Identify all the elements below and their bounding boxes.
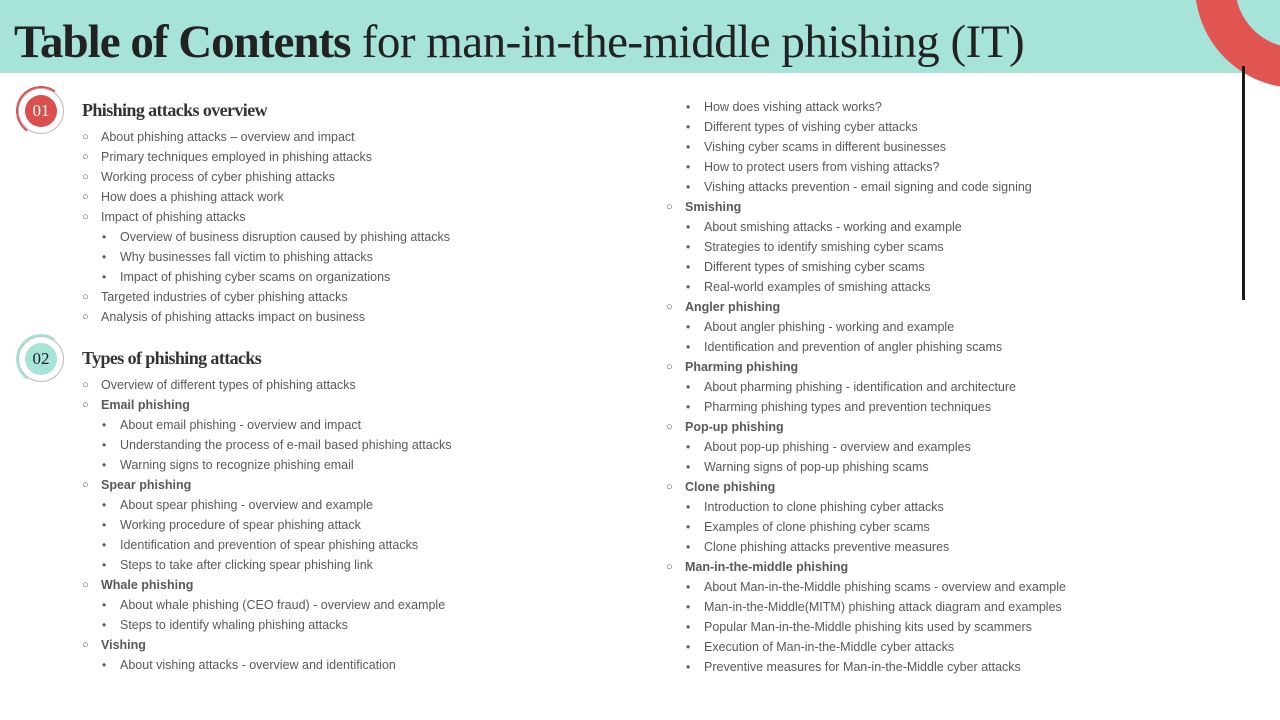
circle-bullet-icon: ○ [82, 211, 89, 223]
circle-bullet-icon: ○ [82, 131, 89, 143]
page-title [14, 14, 1024, 70]
toc-item [82, 375, 642, 395]
toc-item-text: Whale phishing [101, 578, 194, 592]
circle-bullet-icon: ○ [666, 421, 673, 433]
toc-item-text: About pop-up phishing - overview and examples [704, 440, 971, 454]
toc-subitem [666, 577, 1226, 597]
toc-item-text: Understanding the process of e-mail based phishing attacks [120, 438, 452, 452]
dot-bullet-icon: • [102, 658, 107, 672]
dot-bullet-icon: • [686, 260, 691, 274]
toc-item [82, 575, 642, 595]
toc-subitem [82, 415, 642, 435]
dot-bullet-icon: • [686, 600, 691, 614]
toc-item-text: Why businesses fall victim to phishing attacks [120, 250, 373, 264]
dot-bullet-icon: • [102, 598, 107, 612]
dot-bullet-icon: • [686, 580, 691, 594]
section-heading-phishing-overview: Phishing attacks overview [82, 100, 267, 120]
toc-subitem [666, 157, 1226, 177]
dot-bullet-icon: • [102, 518, 107, 532]
toc-item-text: About vishing attacks - overview and identification [120, 658, 396, 672]
toc-item-text: Smishing [685, 200, 742, 214]
toc-item [82, 147, 642, 167]
toc-item-text: Analysis of phishing attacks impact on business [101, 310, 366, 324]
toc-item-text: Execution of Man-in-the-Middle cyber attacks [704, 640, 955, 654]
toc-item-text: About Man-in-the-Middle phishing scams - overview and example [704, 580, 1066, 594]
toc-item-text: Warning signs to recognize phishing email [120, 458, 354, 472]
toc-item-text: Different types of vishing cyber attacks [704, 120, 918, 134]
dot-bullet-icon: • [686, 280, 691, 294]
circle-bullet-icon: ○ [82, 151, 89, 163]
toc-subitem [82, 655, 642, 675]
circle-bullet-icon: ○ [82, 191, 89, 203]
circle-bullet-icon: ○ [82, 579, 89, 591]
toc-item-text: Vishing attacks prevention - email signing and code signing [704, 180, 1032, 194]
toc-subitem [666, 237, 1226, 257]
toc-item [82, 127, 642, 147]
dot-bullet-icon: • [686, 100, 691, 114]
toc-item-text: How does a phishing attack work [101, 190, 284, 204]
toc-subitem [666, 597, 1226, 617]
circle-bullet-icon: ○ [666, 361, 673, 373]
toc-subitem [666, 617, 1226, 637]
toc-item-text: About spear phishing - overview and example [120, 498, 373, 512]
toc-subitem [82, 455, 642, 475]
toc-subitem [666, 537, 1226, 557]
toc-item-text: Vishing [101, 638, 146, 652]
toc-item-text: Spear phishing [101, 478, 192, 492]
toc-subitem [666, 137, 1226, 157]
circle-bullet-icon: ○ [82, 291, 89, 303]
dot-bullet-icon: • [686, 160, 691, 174]
toc-subitem [82, 435, 642, 455]
dot-bullet-icon: • [102, 438, 107, 452]
dot-bullet-icon: • [686, 460, 691, 474]
toc-item [82, 475, 642, 495]
toc-item-text: Identification and prevention of spear phishing attacks [120, 538, 419, 552]
circle-bullet-icon: ○ [82, 479, 89, 491]
toc-item-text: How does vishing attack works? [704, 100, 882, 114]
dot-bullet-icon: • [686, 340, 691, 354]
toc-subitem [82, 535, 642, 555]
toc-subitem [666, 217, 1226, 237]
dot-bullet-icon: • [686, 640, 691, 654]
decorative-vertical-line [1242, 66, 1245, 300]
page-title-bold: Table of Contents [14, 16, 351, 68]
toc-subitem [666, 397, 1226, 417]
toc-item-text: Overview of business disruption caused by phishing attacks [120, 230, 451, 244]
toc-subitem [666, 377, 1226, 397]
section-heading-phishing-types: Types of phishing attacks [82, 348, 262, 368]
toc-item [82, 187, 642, 207]
toc-item-text: Impact of phishing attacks [101, 210, 246, 224]
toc-item [666, 417, 1226, 437]
dot-bullet-icon: • [686, 380, 691, 394]
dot-bullet-icon: • [686, 140, 691, 154]
dot-bullet-icon: • [102, 230, 107, 244]
toc-subitem [82, 555, 642, 575]
toc-item-text: Preventive measures for Man-in-the-Middle cyber attacks [704, 660, 1021, 674]
dot-bullet-icon: • [686, 520, 691, 534]
toc-subitem [666, 517, 1226, 537]
dot-bullet-icon: • [686, 540, 691, 554]
toc-subitem [82, 267, 642, 287]
toc-item-text: Impact of phishing cyber scams on organizations [120, 270, 391, 284]
section-number: 01 [25, 95, 57, 127]
toc-item-text: About pharming phishing - identification and architecture [704, 380, 1016, 394]
toc-subitem [666, 657, 1226, 677]
dot-bullet-icon: • [686, 240, 691, 254]
dot-bullet-icon: • [102, 618, 107, 632]
toc-subitem [666, 317, 1226, 337]
toc-item-text: About phishing attacks – overview and impact [101, 130, 355, 144]
toc-item-text: Warning signs of pop-up phishing scams [704, 460, 929, 474]
toc-item-text: Working process of cyber phishing attacks [101, 170, 335, 184]
toc-item-text: Working procedure of spear phishing attack [120, 518, 361, 532]
toc-item-text: Overview of different types of phishing attacks [101, 378, 356, 392]
toc-item [82, 207, 642, 227]
toc-item [666, 297, 1226, 317]
toc-subitem [666, 457, 1226, 477]
toc-item-text: Clone phishing attacks preventive measures [704, 540, 950, 554]
circle-bullet-icon: ○ [82, 311, 89, 323]
toc-subitem [82, 227, 642, 247]
circle-bullet-icon: ○ [666, 481, 673, 493]
dot-bullet-icon: • [102, 250, 107, 264]
toc-item [666, 357, 1226, 377]
toc-item-text: Examples of clone phishing cyber scams [704, 520, 930, 534]
dot-bullet-icon: • [686, 220, 691, 234]
toc-item-text: Strategies to identify smishing cyber scams [704, 240, 944, 254]
dot-bullet-icon: • [686, 320, 691, 334]
toc-item-text: About whale phishing (CEO fraud) - overview and example [120, 598, 446, 612]
dot-bullet-icon: • [686, 180, 691, 194]
section-number-badge-02 [18, 336, 64, 382]
toc-list-continued [666, 97, 1226, 677]
section-number: 02 [25, 343, 57, 375]
toc-item [666, 477, 1226, 497]
circle-bullet-icon: ○ [666, 561, 673, 573]
toc-subitem [666, 337, 1226, 357]
toc-subitem [666, 257, 1226, 277]
toc-item-text: Popular Man-in-the-Middle phishing kits used by scammers [704, 620, 1032, 634]
toc-subitem [666, 437, 1226, 457]
toc-item-text: How to protect users from vishing attacks? [704, 160, 940, 174]
toc-item [82, 395, 642, 415]
toc-item-text: Pharming phishing types and prevention techniques [704, 400, 991, 414]
toc-item-text: Real-world examples of smishing attacks [704, 280, 931, 294]
dot-bullet-icon: • [686, 500, 691, 514]
toc-item-text: Vishing cyber scams in different businesses [704, 140, 947, 154]
toc-item [82, 287, 642, 307]
page-title-rest: for man-in-the-middle phishing (IT) [350, 16, 1025, 68]
toc-item-text: Email phishing [101, 398, 190, 412]
toc-subitem [82, 495, 642, 515]
dot-bullet-icon: • [686, 620, 691, 634]
toc-subitem [666, 637, 1226, 657]
dot-bullet-icon: • [102, 418, 107, 432]
dot-bullet-icon: • [102, 498, 107, 512]
toc-item-text: Man-in-the-middle phishing [685, 560, 849, 574]
toc-item-text: Man-in-the-Middle(MITM) phishing attack diagram and examples [704, 600, 1062, 614]
toc-subitem [666, 117, 1226, 137]
toc-item-text: About email phishing - overview and impact [120, 418, 362, 432]
toc-item-text: Targeted industries of cyber phishing attacks [101, 290, 348, 304]
toc-item-text: About smishing attacks - working and example [704, 220, 962, 234]
circle-bullet-icon: ○ [666, 201, 673, 213]
dot-bullet-icon: • [102, 538, 107, 552]
dot-bullet-icon: • [686, 400, 691, 414]
toc-subitem [666, 277, 1226, 297]
toc-item [82, 307, 642, 327]
circle-bullet-icon: ○ [82, 399, 89, 411]
circle-bullet-icon: ○ [82, 379, 89, 391]
toc-item-text: Steps to identify whaling phishing attacks [120, 618, 348, 632]
toc-item [82, 167, 642, 187]
dot-bullet-icon: • [686, 440, 691, 454]
toc-item-text: Identification and prevention of angler phishing scams [704, 340, 1003, 354]
toc-list-section-01 [82, 127, 642, 327]
toc-subitem [82, 515, 642, 535]
circle-bullet-icon: ○ [82, 639, 89, 651]
dot-bullet-icon: • [686, 120, 691, 134]
dot-bullet-icon: • [102, 458, 107, 472]
toc-item [666, 557, 1226, 577]
dot-bullet-icon: • [686, 660, 691, 674]
toc-item [82, 635, 642, 655]
toc-list-section-02 [82, 375, 642, 675]
toc-subitem [666, 97, 1226, 117]
toc-subitem [82, 595, 642, 615]
dot-bullet-icon: • [102, 558, 107, 572]
toc-subitem [82, 247, 642, 267]
toc-item-text: Primary techniques employed in phishing attacks [101, 150, 372, 164]
toc-subitem [666, 177, 1226, 197]
toc-item-text: Steps to take after clicking spear phishing link [120, 558, 373, 572]
toc-item [666, 197, 1226, 217]
toc-item-text: Pop-up phishing [685, 420, 784, 434]
circle-bullet-icon: ○ [82, 171, 89, 183]
toc-item-text: Different types of smishing cyber scams [704, 260, 925, 274]
circle-bullet-icon: ○ [666, 301, 673, 313]
toc-item-text: Angler phishing [685, 300, 781, 314]
section-number-badge-01 [18, 88, 64, 134]
toc-subitem [666, 497, 1226, 517]
toc-item-text: About angler phishing - working and example [704, 320, 955, 334]
toc-item-text: Pharming phishing [685, 360, 799, 374]
toc-item-text: Introduction to clone phishing cyber attacks [704, 500, 944, 514]
toc-subitem [82, 615, 642, 635]
toc-item-text: Clone phishing [685, 480, 776, 494]
dot-bullet-icon: • [102, 270, 107, 284]
